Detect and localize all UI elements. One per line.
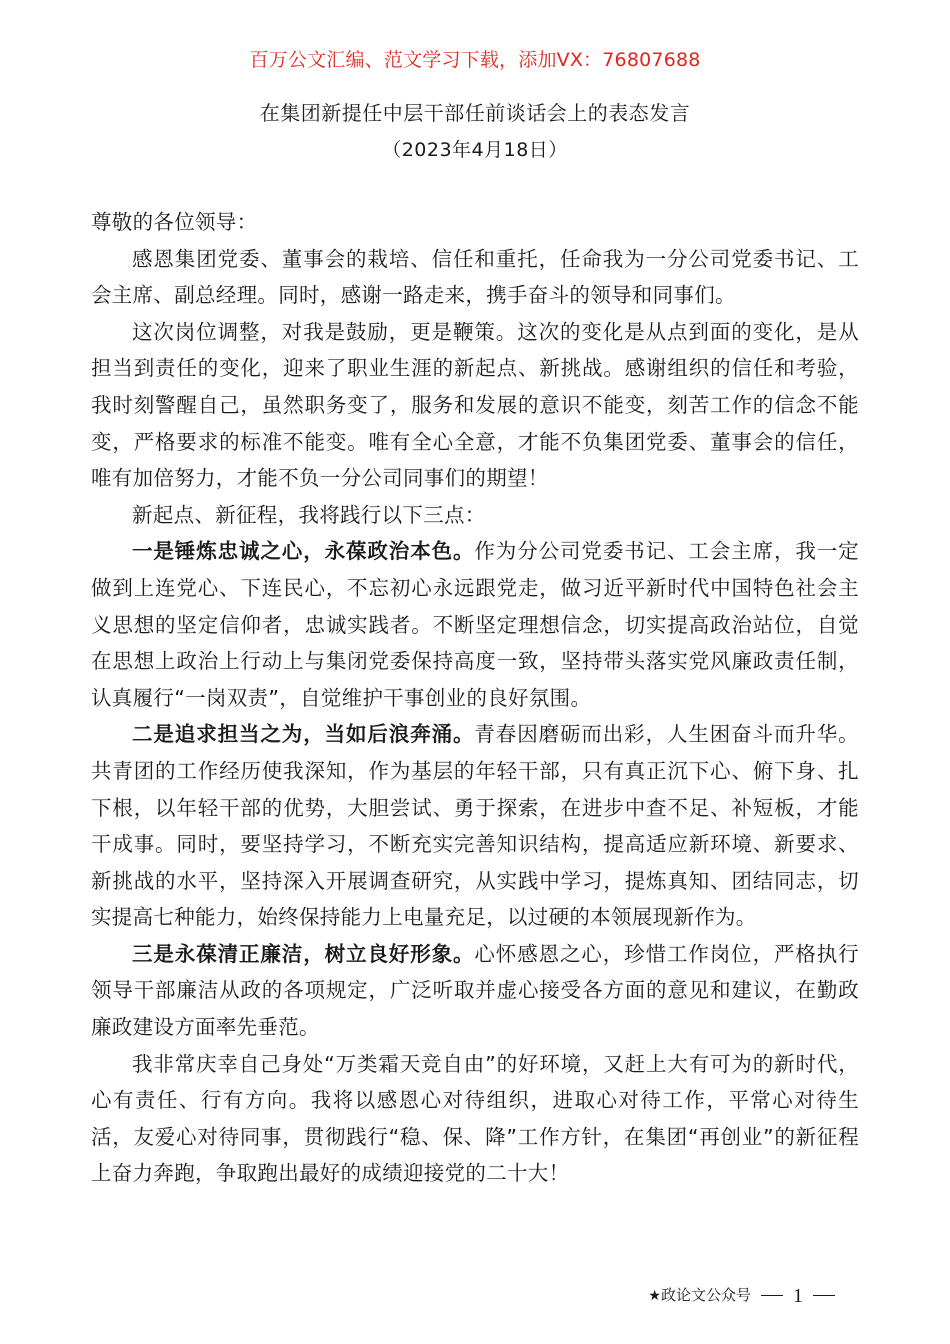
footer-source-text: 政论文公众号 [660,1286,751,1304]
page-footer [648,1283,835,1308]
page-number-left-dash [761,1295,783,1296]
document-body [91,204,859,1192]
document-date: （2023年4月18日） [382,139,568,161]
document-title: 在集团新提任中层干部任前谈话会上的表态发言 [259,101,691,125]
salutation: 尊敬的各位领导： [91,210,258,234]
promo-banner: 百万公文汇编、范文学习下载，添加VX：76807688 [249,49,701,71]
point-one-heading: 一是锤炼忠诚之心，永葆政治本色。 [132,539,475,564]
paragraph-three-points-intro: 新起点、新征程，我将践行以下三点： [132,502,486,527]
star-icon: ★ [648,1288,661,1304]
point-one-text: 作为分公司党委书记、工会主席，我一定做到上连党心、下连民心，不忘初心永远跟党走，做习近平新时代中国特色社会主义思想的坚定信仰者，忠诚实践者。不断坚定理想信念，切实提高政治站位，自觉在思想上政治上行动上与集闭党委保持高度一致，坚持带头落实党风廉政责任制，认真履行“一岗双责”，自觉维护干事创业的良好氛围。 [91,539,859,710]
paragraph-point-one [91,533,859,716]
point-two-text: 青春因磨砺而出彩，人生困奋斗而升华。共青团的工作经历使我深知，作为基层的年轻干部，只有真正沉下心、俯下身、扎下根，以年轻干部的优势，大胆尝试、勇于探索，在进步中查不足、补短板，才能干成事。同时，要坚持学习，不断充实完善知识结构，提高适应新环境、新要求、新挑战的水平，坚持深入开展调查研究，从实践中学习，提炼真知、团结同志，切实提高七种能力，始终保持能力上电量充足，以过硬的本领展现新作为。 [91,722,859,930]
paragraph-point-three [91,936,859,1046]
paragraph-gratitude: 感恩集团党委、董事会的栽培、信任和重托，任命我为一分公司党委书记、工会主席、副总经理。同时，感谢一路走来，携手奋斗的领导和同事们。 [91,246,859,308]
paragraph-position-change: 这次岗位调整，对我是鼓励，更是鞭策。这次的变化是从点到面的变化，是从担当到责任的变化，迎来了职业生涯的新起点、新挑战。感谢组织的信任和考验，我时刻警醒自己，虽然职务变了，服务和发展的意识不能变，刻苦工作的信念不能变，严格要求的标准不能变。唯有全心全意，才能不负集团党委、董事会的信任，唯有加倍努力，才能不负一分公司同事们的期望！ [91,319,859,491]
paragraph-point-two [91,716,859,936]
paragraph-closing: 我非常庆幸自己身处“万类霜天竞自由”的好环境，又赶上大有可为的新时代，心有责任、行有方向。我将以感恩心对待组织，进取心对待工作，平常心对待生活，友爱心对待同事，贯彻践行“稳、保、降”工作方针，在集团“再创业”的新征程上奋力奔跑，争取跑出最好的成绩迎接党的二十大！ [91,1051,859,1186]
point-three-heading: 三是永葆清正廉洁，树立良好形象。 [132,941,475,966]
footer-source [648,1283,751,1308]
point-two-heading: 二是追求担当之为，当如后浪奔涌。 [132,722,475,747]
page-number-right-dash [813,1295,835,1296]
page-number: 1 [793,1284,803,1307]
point-three-text: 心怀感恩之心，珍惜工作岗位，严格执行领导干部廉洁从政的各项规定，广泛听取并虚心接受各方面的意见和建议，在勤政廉政建设方面率先垂范。 [91,941,859,1040]
